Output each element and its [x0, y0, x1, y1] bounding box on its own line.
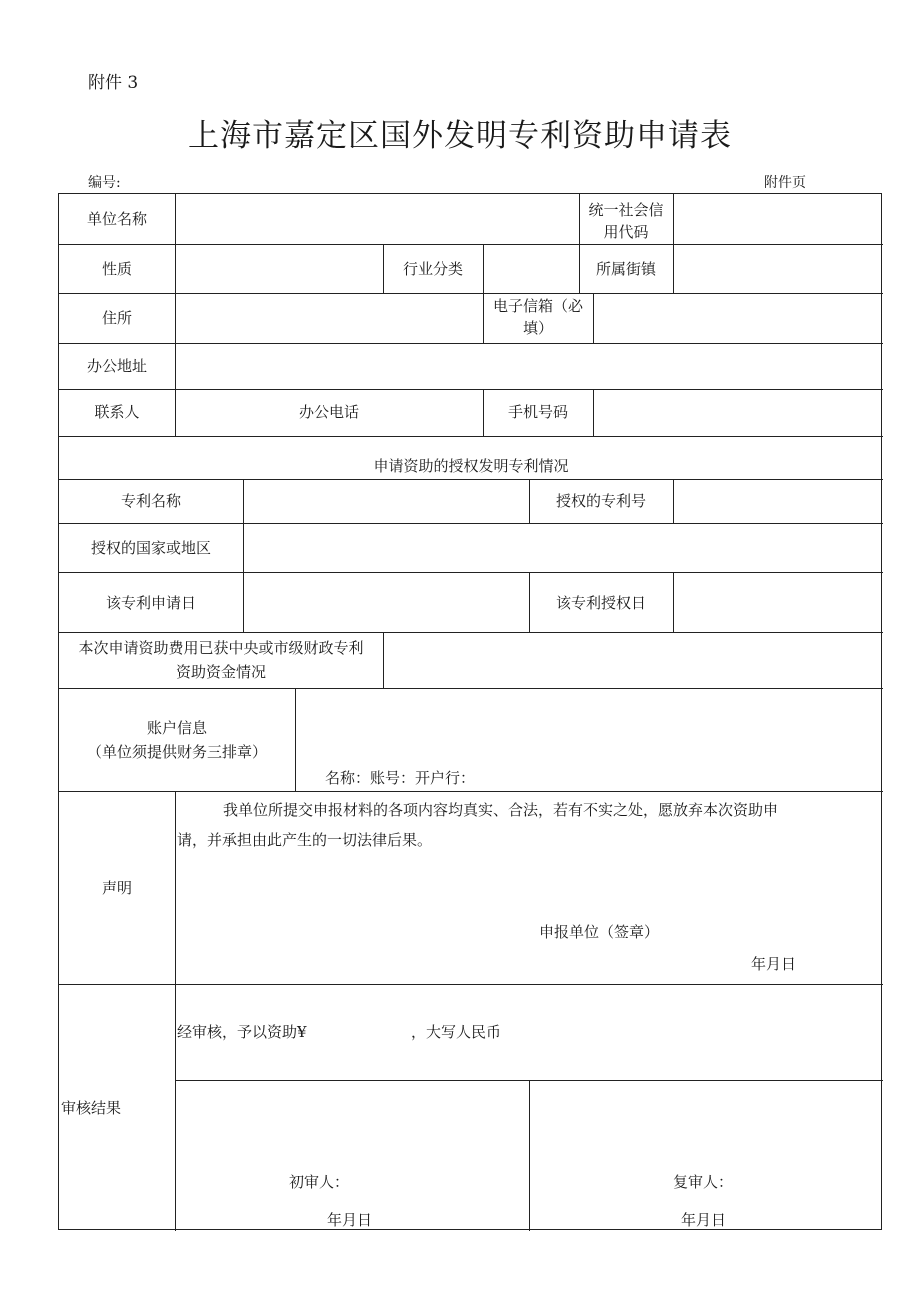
patent-name-label: 专利名称 — [120, 492, 181, 510]
nature-field[interactable] — [176, 245, 382, 292]
grant-date-field[interactable] — [674, 573, 882, 631]
industry-label: 行业分类 — [402, 260, 463, 278]
office-phone-label: 办公电话 — [298, 403, 359, 421]
street-label: 所属街镇 — [595, 260, 656, 278]
prior-funding-label-line1: 本次申请资助费用已获中央或市级财政专利 — [78, 639, 364, 657]
country-field[interactable] — [244, 524, 882, 571]
email-field[interactable] — [594, 294, 882, 342]
credit-code-label-line2: 用代码 — [603, 223, 649, 241]
declaration-text-line1: 我单位所提交申报材料的各项内容均真实、合法，若有不实之处，愿放弃本次资助申 — [223, 801, 779, 819]
page-title: 上海市嘉定区国外发明专利资助申请表 — [188, 118, 732, 154]
review-grant-prefix: 经审核，予以资助¥ — [177, 1023, 307, 1041]
email-label-line1: 电子信箱（必 — [492, 297, 583, 315]
prior-funding-field[interactable] — [384, 633, 882, 687]
apply-date-field[interactable] — [244, 573, 528, 631]
email-label-line2: 填） — [522, 319, 553, 337]
office-address-label: 办公地址 — [86, 357, 147, 375]
first-reviewer-label: 初审人： — [289, 1173, 350, 1191]
unit-name-label: 单位名称 — [86, 210, 147, 228]
declaration-label: 声明 — [101, 879, 132, 897]
email-label — [483, 295, 593, 339]
office-address-field[interactable] — [176, 344, 882, 388]
first-review-date: 年月日 — [327, 1211, 373, 1229]
patent-name-field[interactable] — [244, 480, 528, 522]
industry-field[interactable] — [484, 245, 578, 292]
serial-number-label: 编号: — [88, 175, 121, 191]
applicant-seal-label: 申报单位（签章） — [539, 923, 660, 941]
review-grant-suffix: ，大写人民币 — [411, 1023, 502, 1041]
attached-pages-label: 附件页 — [764, 175, 806, 191]
patent-section-title: 申请资助的授权发明专利情况 — [373, 457, 569, 475]
apply-date-label: 该专利申请日 — [105, 594, 196, 612]
nature-label: 性质 — [101, 260, 132, 278]
contact-label: 联系人 — [94, 403, 140, 421]
patent-number-field[interactable] — [674, 480, 882, 522]
declaration-text-line2: 请，并承担由此产生的一切法律后果。 — [177, 831, 433, 849]
account-info-label-line1: 账户信息 — [146, 719, 207, 737]
prior-funding-label-line2: 资助资金情况 — [175, 663, 266, 681]
prior-funding-label — [59, 636, 383, 684]
credit-code-field[interactable] — [674, 195, 882, 243]
street-field[interactable] — [674, 245, 882, 292]
review-result-label: 审核结果 — [61, 1099, 122, 1117]
credit-code-label-line1: 统一社会信 — [588, 201, 664, 219]
grant-amount-words-field[interactable] — [519, 1016, 869, 1046]
second-review-date: 年月日 — [681, 1211, 727, 1229]
unit-name-field[interactable] — [176, 195, 578, 243]
account-fields[interactable]: 名称：账号：开户行： — [325, 769, 476, 787]
grant-date-label: 该专利授权日 — [555, 594, 646, 612]
attachment-label: 附件 3 — [88, 73, 139, 93]
second-reviewer-label: 复审人： — [673, 1173, 734, 1191]
country-label: 授权的国家或地区 — [90, 539, 211, 557]
mobile-field[interactable] — [594, 390, 882, 435]
residence-field[interactable] — [176, 294, 482, 342]
application-form — [58, 193, 882, 1230]
account-info-label — [59, 716, 295, 764]
residence-label: 住所 — [101, 309, 132, 327]
patent-number-label: 授权的专利号 — [555, 492, 646, 510]
mobile-label: 手机号码 — [507, 403, 568, 421]
grant-amount-field[interactable] — [321, 1016, 411, 1046]
declaration-date: 年月日 — [751, 955, 797, 973]
credit-code-label — [579, 199, 673, 243]
account-info-label-line2: （单位须提供财务三排章） — [86, 743, 267, 761]
